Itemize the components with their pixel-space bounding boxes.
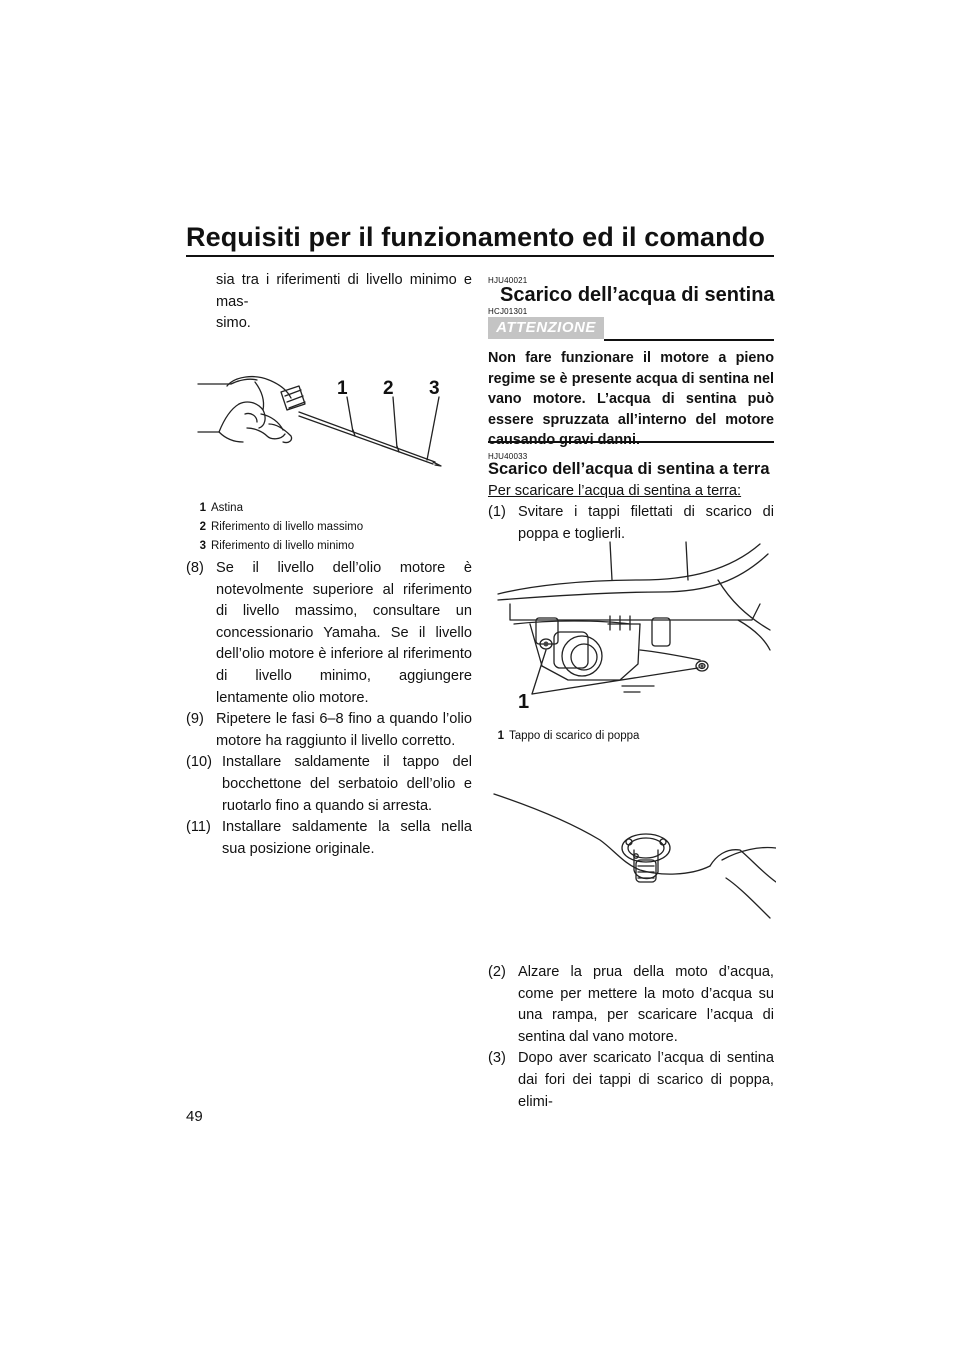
step-3: [488, 1048, 774, 1113]
caution-badge: ATTENZIONE: [488, 317, 604, 339]
subsection-title: Scarico dell’acqua di sentina a terra: [488, 460, 770, 478]
title-rule: [186, 255, 774, 257]
step-number: (8): [186, 560, 204, 576]
intro-text: [216, 270, 472, 335]
caption-num: 2: [199, 521, 206, 533]
caption-row: [192, 538, 472, 554]
page-title: Requisiti per il funzionamento ed il comando: [186, 222, 765, 252]
step-text: Dopo aver scaricato l’acqua di sentina dai fori dei tappi di scarico di poppa, elimi-: [518, 1050, 774, 1110]
step-number: (10): [186, 754, 212, 771]
step-text: Installare saldamente la sella nella sua posizione originale.: [222, 819, 472, 857]
callout-drain: 1: [518, 691, 530, 713]
step-text: Se il livello dell’olio motore è notevolmente superiore al riferimento di livello massimo, consultare un concessionario Yamaha. Se il livello dell’olio motore è inferiore al riferimento di livello minimo, aggiungere lentamente olio motore.: [216, 560, 472, 706]
caption-num: 3: [199, 540, 206, 552]
step-text: Alzare la prua della moto d’acqua, come per mettere la moto d’acqua su una rampa, per scaricare l’acqua di sentina dal vano motore.: [518, 964, 774, 1045]
caution-rule-top: [604, 339, 774, 341]
step-text: Ripetere le fasi 6–8 fino a quando l’olio motore ha raggiunto il livello corretto.: [216, 711, 472, 749]
caption-text: Riferimento di livello minimo: [211, 540, 355, 552]
drain-plug-illustration: [490, 790, 776, 940]
caption-num: 1: [199, 502, 206, 514]
procedure-intro: Per scaricare l’acqua di sentina a terra:: [488, 483, 742, 499]
step-number: (3): [488, 1050, 506, 1067]
section-title: Scarico dell’acqua di sentina: [500, 284, 775, 306]
section-code: HJU40021: [488, 276, 528, 285]
callout-3: 3: [429, 378, 440, 399]
step-2: [488, 962, 774, 1048]
dipstick-illustration: [195, 370, 475, 470]
callout-1: 1: [337, 378, 348, 399]
caption-row: [192, 519, 472, 535]
step-number: (9): [186, 711, 204, 728]
step-text: Installare saldamente il tappo del bocchettone del serbatoio dell’olio e ruotarlo fino a quando si arresta.: [222, 754, 472, 814]
step-1: [488, 502, 774, 545]
step-number: (2): [488, 964, 506, 980]
step-8: [186, 558, 472, 709]
step-11: [186, 817, 472, 860]
step-text: Svitare i tappi filettati di scarico di poppa e toglierli.: [518, 504, 774, 542]
caution-code: HCJ01301: [488, 307, 528, 316]
stern-drain-illustration: [490, 540, 776, 716]
caption-num: 1: [497, 730, 504, 742]
intro-line-2: simo.: [216, 315, 251, 332]
caution-text: Non fare funzionare il motore a pieno regime se è presente acqua di sentina nel vano motore. L’acqua di sentina può essere spruzzata all’interno del motore: [488, 350, 774, 428]
caption-text: Tappo di scarico di poppa: [509, 730, 640, 742]
caption-text: Riferimento di livello massimo: [211, 521, 364, 533]
step-number: (1): [488, 504, 506, 520]
caption-row: [192, 500, 472, 516]
left-steps: [186, 558, 472, 860]
intro-line-1: sia tra i riferimenti di livello minimo e mas-: [216, 272, 472, 310]
dipstick-captions: [192, 500, 472, 554]
callout-2: 2: [383, 378, 394, 399]
step-number: (11): [186, 819, 211, 836]
drain-caption: [490, 728, 774, 744]
subsection-code: HJU40033: [488, 452, 528, 461]
step-9: [186, 709, 472, 752]
caution-rule-bottom: [488, 441, 774, 443]
step-10: [186, 752, 472, 817]
page-number: 49: [186, 1108, 203, 1125]
caption-text: Astina: [211, 502, 243, 514]
right-steps: [488, 962, 774, 1113]
